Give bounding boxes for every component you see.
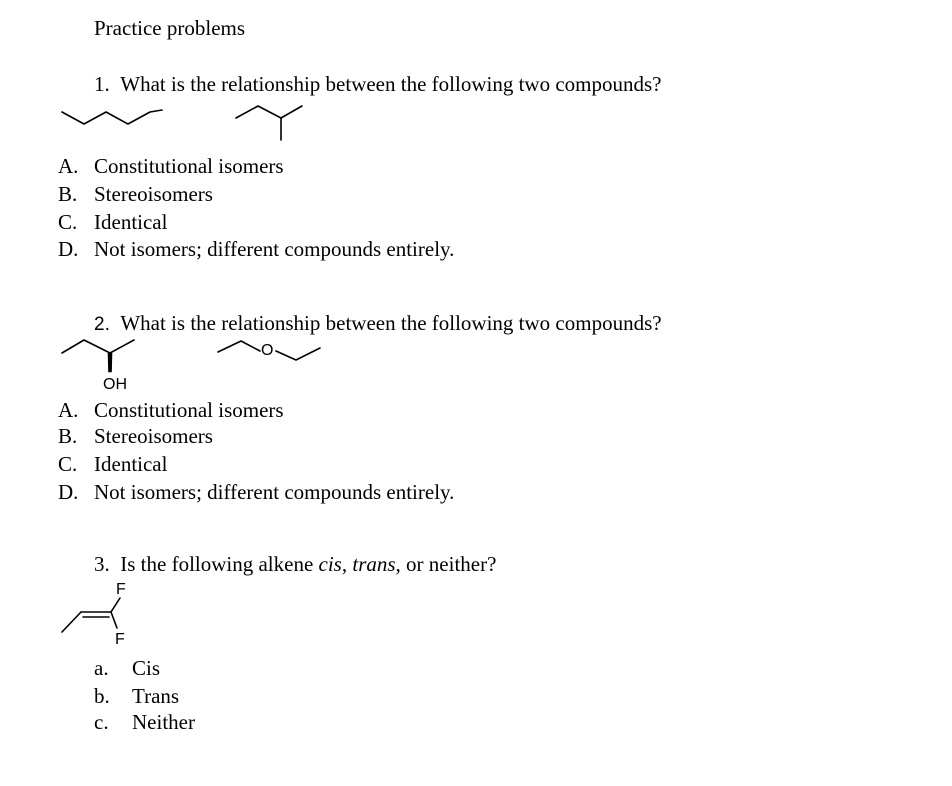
page-title: Practice problems xyxy=(94,16,246,40)
q3-option-b[interactable]: b. Trans xyxy=(94,684,180,708)
question-3: 3. Is the following alkene cis, trans, or neither? xyxy=(94,552,497,576)
trans-term: trans xyxy=(352,552,396,576)
ether-oxygen-label: O xyxy=(261,342,274,359)
q2-option-d[interactable]: D. Not isomers; different compounds entirely. xyxy=(58,480,455,504)
question-1-number: 1. xyxy=(94,72,110,96)
fluorine-top-label: F xyxy=(116,581,126,598)
q2-option-b[interactable]: B. Stereoisomers xyxy=(58,424,213,448)
cis-term: cis xyxy=(318,552,342,576)
q1-option-c[interactable]: C. Identical xyxy=(58,210,168,234)
q1-option-b[interactable]: B. Stereoisomers xyxy=(58,182,213,206)
q1-option-a[interactable]: A. Constitutional isomers xyxy=(58,154,284,178)
q3-option-c[interactable]: c. Neither xyxy=(94,710,195,734)
fluorine-bottom-label: F xyxy=(115,631,125,648)
molecule-difluoroalkene xyxy=(62,581,126,648)
oh-label: OH xyxy=(103,376,127,393)
question-2-number: 2. xyxy=(94,314,110,335)
question-3-number: 3. xyxy=(94,552,110,576)
q2-option-a[interactable]: A. Constitutional isomers xyxy=(58,398,284,422)
q1-option-d[interactable]: D. Not isomers; different compounds entirely. xyxy=(58,237,455,261)
question-1-text: What is the relationship between the following two compounds? xyxy=(120,72,662,96)
question-2-text: What is the relationship between the following two compounds? xyxy=(120,311,662,335)
q3-option-a[interactable]: a. Cis xyxy=(94,656,161,680)
q2-option-c[interactable]: C. Identical xyxy=(58,452,168,476)
